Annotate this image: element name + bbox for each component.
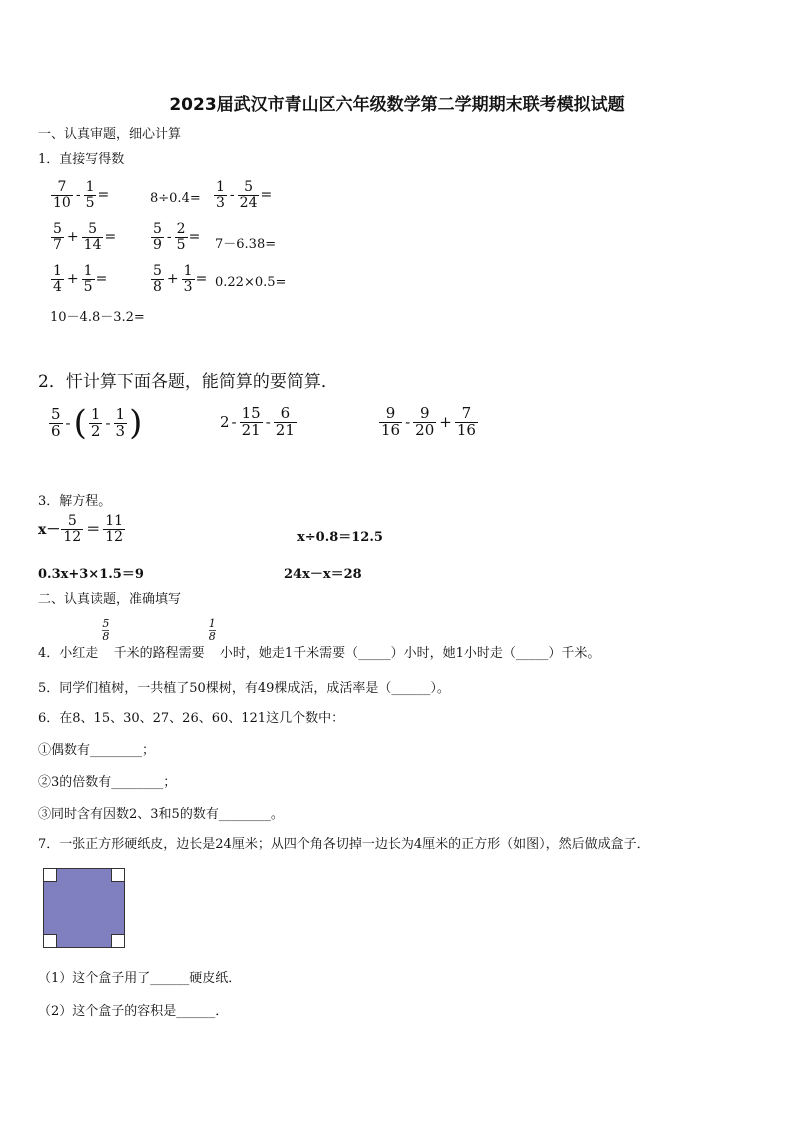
fraction-five-eighths: $\frac{5}{8}$	[102, 617, 110, 644]
q1-item-d: $\frac{5}{7}$ + $\frac{5}{14}$ =	[53, 221, 117, 253]
left-paren: (	[73, 403, 87, 443]
q3-equation-3: 0.3x+3×1.5＝9	[38, 567, 144, 582]
fraction: $\frac{1}{3}$	[183, 263, 193, 295]
q1-item-i: 0.22×0.5=	[215, 275, 287, 290]
q2-expression-3: $\frac{9}{16}$ - $\frac{9}{20}$ + $\frac{7}{16}$	[381, 404, 476, 439]
fraction: $\frac{15}{21}$	[241, 404, 261, 439]
cut-corner-top-right	[111, 868, 125, 882]
fraction: $\frac{5}{12}$	[63, 513, 82, 545]
q1-item-f: 7－6.38=	[215, 237, 277, 252]
fraction: $\frac{6}{21}$	[275, 404, 295, 439]
fraction: $\frac{5}{9}$	[153, 221, 162, 253]
q3-equation-1: x－ $\frac{5}{12}$ ＝ $\frac{11}{12}$	[38, 513, 124, 545]
q1-item-b: 8÷0.4=	[150, 191, 201, 206]
right-paren: )	[129, 403, 143, 443]
fraction: $\frac{1}{5}$	[85, 179, 95, 211]
q2-expression-1: $\frac{5}{6}$ - ( $\frac{1}{2}$ - $\frac{1}{3}$ )	[51, 403, 143, 443]
cut-corner-bottom-left	[43, 934, 57, 948]
q1-item-e: $\frac{5}{9}$ - $\frac{2}{5}$ =	[153, 221, 201, 253]
cut-corner-bottom-right	[111, 934, 125, 948]
q1-item-a: $\frac{7}{10}$ - $\frac{1}{5}$ =	[53, 179, 110, 211]
page-title: 2023届武汉市青山区六年级数学第二学期期末联考模拟试题	[169, 95, 625, 115]
q2-expression-2: 2 - $\frac{15}{21}$ - $\frac{6}{21}$	[220, 404, 295, 439]
fraction: $\frac{5}{24}$	[239, 179, 258, 211]
q3-equation-2: x÷0.8＝12.5	[297, 530, 383, 545]
fraction: $\frac{7}{10}$	[53, 179, 71, 211]
q1-item-h: $\frac{5}{8}$ + $\frac{1}{3}$ =	[153, 263, 208, 295]
cut-corner-top-left	[43, 868, 57, 882]
question-6-sub-2: ②3的倍数有________；	[38, 775, 177, 790]
question-7-sub-1: （1）这个盒子用了______硬皮纸．	[38, 971, 242, 986]
fraction: $\frac{1}{3}$	[216, 179, 225, 211]
fraction: $\frac{1}{5}$	[83, 263, 93, 295]
question-2-label: 2．忓计算下面各题，能简算的要简算．	[38, 372, 338, 392]
section-1-heading: 一、认真审题，细心计算	[38, 127, 182, 142]
fraction: $\frac{9}{20}$	[415, 404, 435, 439]
fraction: $\frac{9}{16}$	[381, 404, 401, 439]
question-6-label: 6．在8、15、30、27、26、60、121这几个数中：	[38, 711, 345, 726]
fraction: $\frac{5}{6}$	[51, 404, 61, 440]
question-4: 4．小红走 $\frac{5}{8}$ 千米的路程需要 $\frac{1}{8}$ 小时，她走1千米需要（_____）小时，她1小时走（_____）千米。	[38, 617, 601, 661]
question-6-sub-1: ①偶数有________；	[38, 743, 156, 758]
fraction: $\frac{1}{4}$	[53, 263, 62, 295]
question-5: 5．同学们植树，一共植了50棵树，有49棵成活，成活率是（______）。	[38, 681, 450, 696]
question-7-sub-2: （2）这个盒子的容积是______．	[38, 1004, 229, 1019]
question-6-sub-3: ③同时含有因数2、3和5的数有________。	[38, 807, 284, 822]
fraction: $\frac{7}{16}$	[456, 404, 476, 439]
square-cardboard-figure	[43, 868, 125, 948]
q3-equation-4: 24x－x＝28	[284, 567, 362, 582]
fraction-one-eighth: $\frac{1}{8}$	[208, 617, 216, 644]
fraction: $\frac{1}{2}$	[90, 404, 101, 440]
question-7-label: 7．一张正方形硬纸皮，边长是24厘米；从四个角各切掉一边长为4厘米的正方形（如图），然后做成盒子．	[38, 837, 650, 852]
q1-item-j: 10－4.8－3.2=	[50, 310, 145, 325]
question-3-label: 3．解方程。	[38, 494, 112, 509]
fraction: $\frac{5}{7}$	[53, 221, 62, 253]
fraction: $\frac{2}{5}$	[176, 221, 186, 253]
fraction: $\frac{11}{12}$	[105, 513, 124, 545]
q1-item-c: $\frac{1}{3}$ - $\frac{5}{24}$ =	[216, 179, 273, 211]
section-2-heading: 二、认真读题，准确填写	[38, 592, 182, 607]
q1-item-g: $\frac{1}{4}$ + $\frac{1}{5}$ =	[53, 263, 108, 295]
fraction: $\frac{5}{14}$	[83, 221, 102, 253]
question-1-label: 1．直接写得数	[38, 152, 125, 167]
fraction: $\frac{1}{3}$	[115, 404, 126, 440]
fraction: $\frac{5}{8}$	[153, 263, 162, 295]
